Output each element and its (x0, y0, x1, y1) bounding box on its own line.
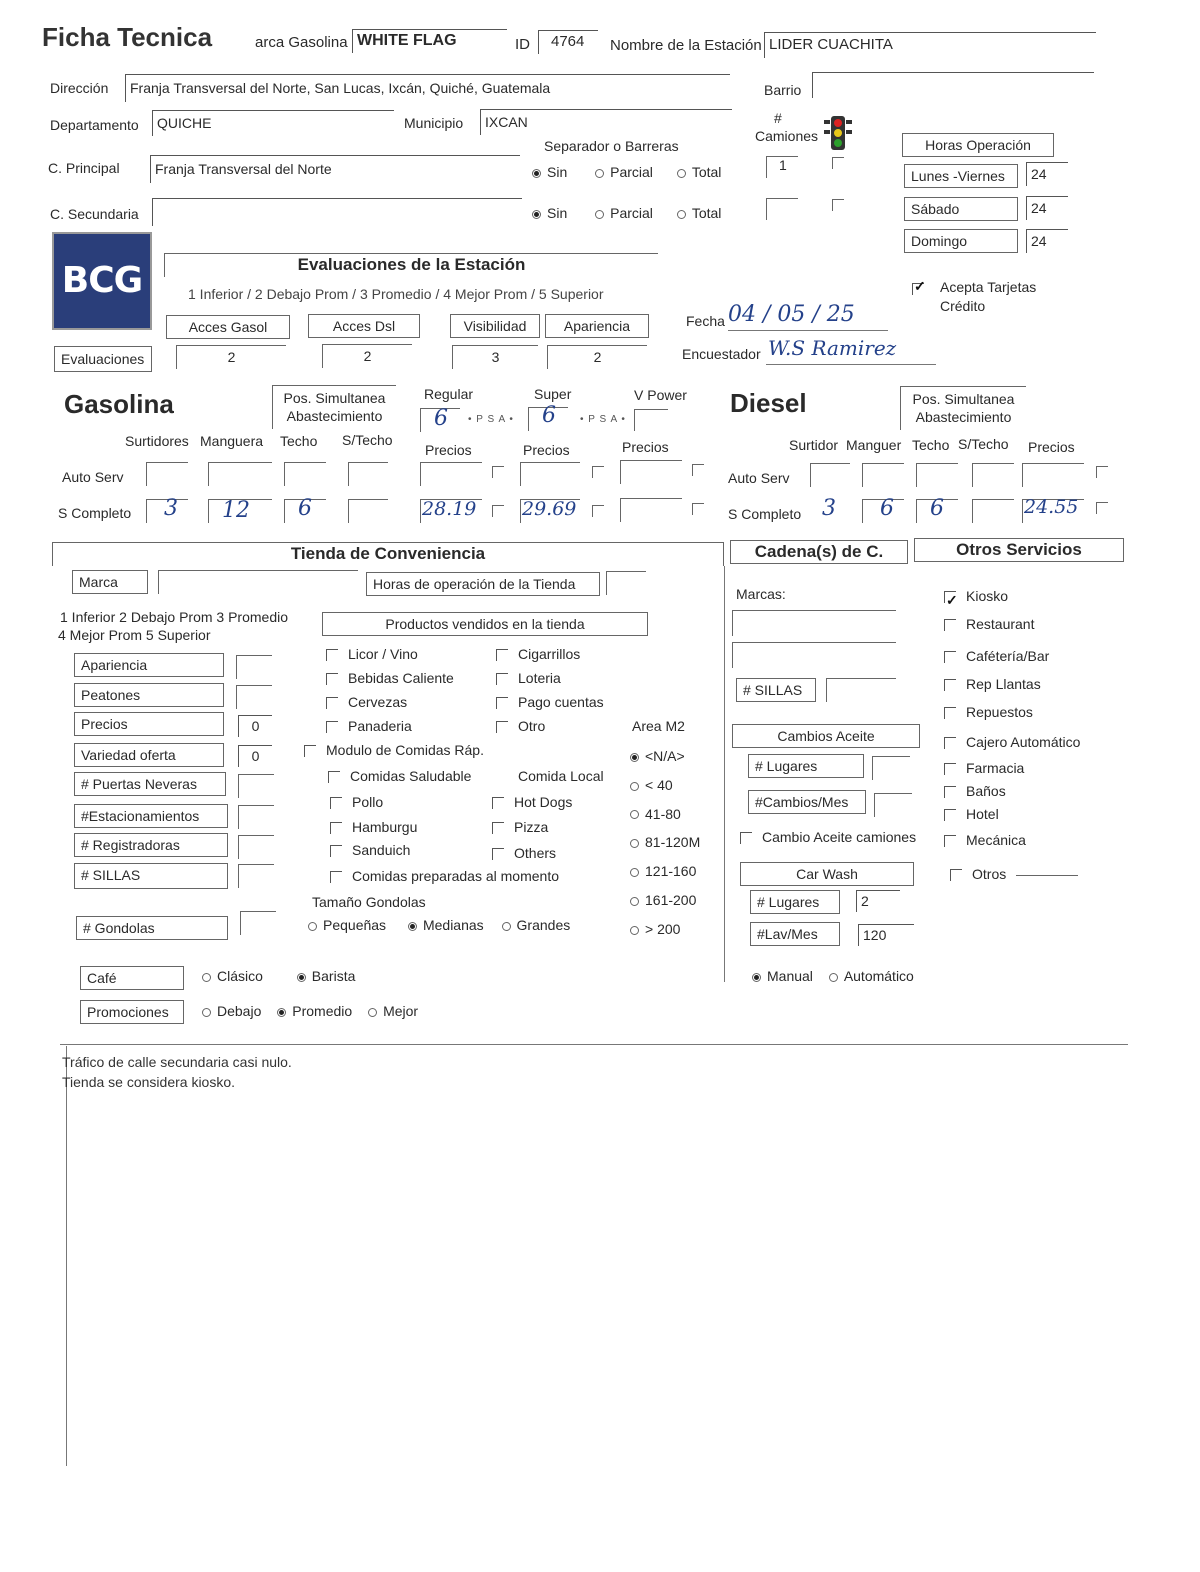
sin-label: Sin (547, 205, 568, 221)
farmacia-item[interactable]: Farmacia (944, 756, 1080, 780)
sc-surtidores-value: 3 (164, 496, 178, 521)
cw-lugares-label: # Lugares (750, 890, 840, 914)
domingo-label: Domingo (904, 229, 1018, 253)
tienda-peatones-field[interactable] (236, 685, 272, 709)
promociones-row: Debajo Promedio Mejor (202, 1003, 418, 1019)
camiones-label: Camiones (755, 128, 819, 144)
pequenas-radio[interactable] (308, 922, 317, 931)
tamano-row: Pequeñas Medianas Grandes (308, 917, 570, 933)
tienda-precios-field[interactable]: 0 (238, 715, 272, 737)
diesel-as-techo[interactable] (916, 463, 958, 487)
area-81-option[interactable]: 81-120M (630, 828, 700, 857)
visibilidad-field[interactable]: 3 (452, 345, 538, 369)
fecha-label: Fecha (686, 313, 725, 329)
tienda-marca-label: Marca (72, 570, 148, 594)
sabado-field[interactable]: 24 (1026, 196, 1068, 220)
tienda-horas-field[interactable] (606, 571, 646, 595)
credito-label: Crédito (940, 298, 986, 314)
separador-principal-total-radio[interactable] (677, 169, 686, 178)
hotdogs-item[interactable]: Hot Dogs (492, 794, 572, 810)
local-label: Comida Local (518, 768, 604, 784)
note-line-1: Tráfico de calle secundaria casi nulo. (62, 1054, 292, 1070)
diesel-auto-serv-label: Auto Serv (728, 470, 790, 486)
cambios-lugares-field[interactable] (872, 756, 910, 780)
evaluaciones-label: Evaluaciones (54, 346, 152, 372)
clasico-radio[interactable] (202, 973, 211, 982)
cervezas-item[interactable]: Cervezas (326, 690, 454, 714)
pollo-item[interactable]: Pollo (330, 794, 383, 810)
diesel-as-check[interactable] (1096, 466, 1108, 478)
surtidores-col: Surtidores (125, 433, 189, 449)
tienda-variedad-field[interactable]: 0 (238, 745, 272, 767)
automatico-radio[interactable] (829, 973, 838, 982)
otros-item[interactable]: Otros (950, 860, 1080, 888)
sin-label: Sin (547, 164, 568, 180)
sc-stecho-field[interactable] (348, 499, 388, 523)
tienda-sillas-field[interactable] (238, 864, 274, 888)
barrio-field[interactable] (812, 72, 1094, 98)
diesel-techo-col: Techo (912, 437, 950, 453)
acepta-tarjetas-checkbox[interactable] (912, 283, 924, 295)
modulo-item[interactable]: Modulo de Comidas Ráp. (304, 742, 484, 758)
id-field[interactable]: 4764 (538, 30, 598, 54)
secundaria-label: C. Secundaria (50, 206, 139, 222)
diesel-stecho-col: S/Techo (958, 436, 1009, 452)
diesel-as-manguer[interactable] (862, 463, 904, 487)
acepta-tarjetas-label: Acepta Tarjetas (940, 279, 1037, 295)
diesel-precios-col: Precios (1028, 439, 1075, 455)
bcg-logo (52, 232, 152, 330)
tienda-scale-1: 1 Inferior 2 Debajo Prom 3 Promedio (60, 609, 288, 625)
vpower-label: V Power (634, 387, 687, 403)
productos-col-1 (326, 642, 454, 738)
tienda-puertas-field[interactable] (238, 774, 274, 798)
diesel-manguer-col: Manguer (846, 437, 902, 453)
diesel-as-surtidor[interactable] (810, 463, 850, 487)
medianas-radio[interactable] (408, 922, 417, 931)
camiones-secundaria-check[interactable] (832, 199, 844, 211)
apariencia-field[interactable]: 2 (547, 345, 647, 369)
secundaria-field[interactable] (152, 198, 522, 226)
restaurant-item[interactable]: Restaurant (944, 610, 1080, 638)
cambios-mes-label: #Cambios/Mes (748, 790, 866, 814)
regular-pos-value: 6 (434, 406, 448, 431)
manguera-col: Manguera (200, 433, 264, 449)
separador-secundaria-row (532, 205, 721, 221)
area-41-option[interactable]: 41-80 (630, 800, 700, 829)
cigarrillos-item[interactable]: Cigarrillos (496, 642, 604, 666)
gasolina-title: Gasolina (64, 389, 174, 419)
tienda-marca-field[interactable] (158, 570, 358, 594)
super-psa-label: • P S A • (580, 414, 626, 425)
apariencia-label: Apariencia (545, 314, 649, 338)
debajo-radio[interactable] (202, 1008, 211, 1017)
tienda-scale-2: 4 Mejor Prom 5 Superior (58, 627, 211, 643)
regular-label: Regular (424, 386, 474, 402)
tienda-apariencia-label: Apariencia (74, 653, 224, 677)
sc-techo-value: 6 (298, 496, 312, 521)
vpower-pos-field[interactable] (634, 409, 668, 431)
as-regular-check[interactable] (492, 466, 504, 478)
principal-field[interactable]: Franja Transversal del Norte (150, 155, 520, 183)
as-stecho-field[interactable] (348, 462, 388, 486)
pago-item[interactable]: Pago cuentas (496, 690, 604, 714)
diesel-s-completo-label: S Completo (728, 506, 802, 522)
marca-label: arca Gasolina (255, 34, 348, 51)
tienda-sillas-label: # SILLAS (74, 863, 228, 889)
sabado-label: Sábado (904, 197, 1018, 221)
tienda-precios-label: Precios (74, 712, 224, 736)
repuestos-item[interactable]: Repuestos (944, 698, 1080, 726)
bcg-logo-text: BCG (61, 260, 143, 301)
mejor-radio[interactable] (368, 1008, 377, 1017)
as-surtidores-field[interactable] (146, 462, 188, 486)
as-super-price-field[interactable] (520, 462, 580, 486)
lunes-viernes-label: Lunes -Viernes (904, 164, 1018, 188)
camiones-principal-field[interactable]: 1 (766, 156, 798, 178)
diesel-surtidor-col: Surtidor (789, 437, 839, 453)
as-manguera-field[interactable] (208, 462, 272, 486)
sc-vpower-check[interactable] (692, 503, 704, 515)
tienda-gondolas-label: # Gondolas (76, 916, 228, 940)
mecanica-item[interactable]: Mecánica (944, 826, 1080, 854)
pos-simultanea-label: Pos. Simultanea (283, 390, 386, 406)
cw-lugares-field[interactable]: 2 (856, 890, 900, 912)
camiones-hash: # (774, 110, 782, 126)
cw-lav-label: #Lav/Mes (750, 922, 840, 946)
diesel-sc-check[interactable] (1096, 502, 1108, 514)
otros-servicios-title: Otros Servicios (914, 538, 1124, 562)
separador-principal-row (532, 164, 721, 180)
tienda-estacionamientos-field[interactable] (238, 805, 274, 829)
cajero-item[interactable]: Cajero Automático (944, 728, 1080, 756)
kiosko-item[interactable]: ✓Kiosko (944, 582, 1080, 610)
encuestador-label: Encuestador (682, 346, 761, 362)
id-label: ID (515, 36, 530, 53)
tienda-title: Tienda de Conveniencia (52, 542, 724, 566)
promedio-radio[interactable] (277, 1008, 286, 1017)
cambios-lugares-label: # Lugares (748, 754, 864, 778)
grandes-radio[interactable] (502, 922, 511, 931)
fecha-value[interactable]: 04 / 05 / 25 (728, 302, 855, 327)
super-pos-value: 6 (542, 403, 556, 428)
encuestador-underline (766, 364, 936, 365)
s-completo-label: S Completo (58, 505, 132, 521)
separador-secundaria-parcial-radio[interactable] (595, 210, 604, 219)
area-label: Area M2 (632, 718, 685, 734)
others-item[interactable]: Others (492, 845, 556, 861)
diesel-sc-stecho[interactable] (972, 499, 1014, 523)
domingo-field[interactable]: 24 (1026, 229, 1068, 253)
area-200-option[interactable]: > 200 (630, 915, 700, 944)
direccion-field[interactable]: Franja Transversal del Norte, San Lucas, Ixcán, Quiché, Guatemala (125, 74, 730, 102)
banos-item[interactable]: Baños (944, 780, 1080, 802)
cadena-marcas-label: Marcas: (736, 586, 786, 602)
area-na-option[interactable]: <N/A> (630, 742, 700, 771)
marca-field[interactable]: WHITE FLAG (352, 29, 507, 53)
tienda-puertas-label: # Puertas Neveras (74, 772, 226, 796)
carwash-type-row: Manual Automático (752, 968, 914, 984)
encuestador-value[interactable]: W.S Ramirez (768, 336, 897, 360)
cw-lav-field[interactable]: 120 (858, 924, 914, 946)
cadena-sillas-field[interactable] (826, 678, 896, 702)
acces-gasol-label: Acces Gasol (166, 315, 290, 339)
departamento-label: Departamento (50, 117, 139, 133)
diesel-as-stecho[interactable] (972, 463, 1014, 487)
abastecimiento-label: Abastecimiento (286, 408, 383, 424)
diesel-as-price[interactable] (1022, 463, 1084, 487)
evaluaciones-scale: 1 Inferior / 2 Debajo Prom / 3 Promedio / 4 Mejor Prom / 5 Superior (188, 286, 604, 302)
horas-operacion-title: Horas Operación (902, 133, 1054, 157)
camiones-principal-check[interactable] (832, 157, 844, 169)
cafe-row: Clásico Barista (202, 968, 355, 984)
total-label: Total (691, 164, 722, 180)
bebidas-item[interactable]: Bebidas Caliente (326, 666, 454, 690)
super-label: Super (534, 386, 572, 402)
sc-manguera-value: 12 (222, 498, 250, 523)
area-40-option[interactable]: < 40 (630, 771, 700, 800)
municipio-field[interactable]: IXCAN (480, 109, 732, 135)
tienda-horas-label: Horas de operación de la Tienda (366, 572, 600, 596)
traffic-light-icon (820, 114, 856, 154)
as-regular-price-field[interactable] (420, 462, 482, 486)
separador-secundaria-sin-radio[interactable] (532, 210, 541, 219)
tienda-apariencia-field[interactable] (236, 655, 272, 679)
note-line-2: Tienda se considera kiosko. (62, 1074, 236, 1090)
diesel-pos-simultanea (900, 386, 1026, 430)
sc-regular-check[interactable] (492, 505, 504, 517)
tienda-estacionamientos-label: #Estacionamientos (74, 804, 228, 828)
cadena-marca-field-1[interactable] (732, 610, 896, 636)
sc-super-price-value: 29.69 (522, 498, 577, 520)
abastecimiento-label: Abastecimiento (915, 409, 1012, 425)
productos-title: Productos vendidos en la tienda (322, 612, 648, 636)
sc-vpower-price-field[interactable] (620, 498, 682, 522)
acces-dsl-field[interactable]: 2 (322, 344, 412, 368)
pizza-item[interactable]: Pizza (492, 819, 548, 835)
cafeteria-item[interactable]: Cafétería/Bar (944, 642, 1080, 670)
techo-col: Techo (280, 433, 318, 449)
principal-label: C. Principal (48, 160, 120, 176)
otros-list (944, 582, 1080, 888)
gasolina-pos-simultanea (272, 385, 396, 429)
fecha-underline (728, 330, 888, 331)
car-wash-title: Car Wash (740, 862, 914, 886)
nombre-field[interactable]: LIDER CUACHITA (764, 32, 1096, 58)
area-options (630, 742, 700, 944)
notes-area[interactable] (62, 1052, 292, 1092)
pos-simultanea-label: Pos. Simultanea (912, 391, 1015, 407)
manual-radio[interactable] (752, 973, 761, 982)
nombre-label: Nombre de la Estación (610, 37, 762, 54)
diesel-sc-price-value: 24.55 (1024, 496, 1079, 518)
loteria-item[interactable]: Loteria (496, 666, 604, 690)
notes-left-border (66, 1046, 67, 1466)
cadena-marca-field-2[interactable] (732, 642, 896, 668)
acces-gasol-field[interactable]: 2 (176, 345, 286, 369)
sc-regular-price-value: 28.19 (422, 498, 477, 520)
sc-super-check[interactable] (592, 505, 604, 517)
regular-precios-col: Precios (425, 442, 472, 458)
parcial-label: Parcial (610, 164, 653, 180)
total-label: Total (691, 205, 722, 221)
cambio-camiones-item[interactable]: Cambio Aceite camiones (740, 829, 916, 845)
parcial-label: Parcial (610, 205, 653, 221)
tienda-registradoras-label: # Registradoras (74, 833, 228, 857)
as-techo-field[interactable] (284, 462, 326, 486)
saludable-item[interactable]: Comidas Saludable (328, 768, 471, 784)
municipio-label: Municipio (404, 115, 464, 131)
as-vpower-price-field[interactable] (620, 460, 682, 484)
lunes-viernes-field[interactable]: 24 (1026, 162, 1068, 186)
diesel-sc-techo-value: 6 (930, 496, 944, 521)
productos-col-2 (496, 642, 604, 738)
separador-secundaria-total-radio[interactable] (677, 210, 686, 219)
cadena-title: Cadena(s) de C. (730, 540, 908, 564)
direccion-label: Dirección (50, 80, 109, 96)
hotel-item[interactable]: Hotel (944, 802, 1080, 826)
stecho-col: S/Techo (342, 432, 393, 448)
licor-item[interactable]: Licor / Vino (326, 642, 454, 666)
super-precios-col: Precios (523, 442, 570, 458)
separador-label: Separador o Barreras (544, 138, 679, 154)
tienda-registradoras-field[interactable] (238, 835, 274, 859)
cafe-label: Café (80, 966, 184, 990)
evaluaciones-title: Evaluaciones de la Estación (164, 253, 658, 277)
acces-dsl-label: Acces Dsl (308, 314, 420, 338)
acepta-tarjetas-row (912, 280, 934, 296)
camiones-secundaria-field[interactable] (766, 198, 798, 220)
otro-item[interactable]: Otro (496, 714, 604, 738)
preparadas-item[interactable]: Comidas preparadas al momento (330, 868, 559, 884)
tienda-divider (724, 566, 725, 982)
visibilidad-label: Visibilidad (450, 314, 540, 338)
barista-radio[interactable] (297, 973, 306, 982)
regular-psa-label: • P S A • (468, 414, 514, 425)
departamento-field[interactable]: QUICHE (152, 110, 394, 136)
area-121-option[interactable]: 121-160 (630, 857, 700, 886)
hamburgu-item[interactable]: Hamburgu (330, 819, 417, 835)
cadena-sillas-label: # SILLAS (736, 678, 816, 702)
llantas-item[interactable]: Rep Llantas (944, 670, 1080, 698)
separador-principal-sin-radio[interactable] (532, 169, 541, 178)
page-title: Ficha Tecnica (42, 22, 213, 52)
notes-top-border (60, 1044, 1128, 1045)
tienda-variedad-label: Variedad oferta (74, 743, 224, 767)
diesel-sc-surtidor-value[interactable]: 3 (822, 496, 836, 521)
diesel-title: Diesel (730, 388, 807, 418)
cambios-aceite-title: Cambios Aceite (732, 724, 920, 748)
area-161-option[interactable]: 161-200 (630, 886, 700, 915)
as-vpower-check[interactable] (692, 464, 704, 476)
diesel-sc-manguer-value: 6 (880, 496, 894, 521)
auto-serv-label: Auto Serv (62, 469, 124, 485)
sanduich-item[interactable]: Sanduich (330, 842, 410, 858)
as-super-check[interactable] (592, 466, 604, 478)
cambios-mes-field[interactable] (874, 793, 912, 817)
promociones-label: Promociones (80, 1000, 184, 1024)
tienda-gondolas-field[interactable] (240, 911, 276, 935)
vpower-precios-col: Precios (622, 439, 669, 455)
tamano-label: Tamaño Gondolas (312, 894, 426, 910)
separador-principal-parcial-radio[interactable] (595, 169, 604, 178)
panaderia-item[interactable]: Panaderia (326, 714, 454, 738)
barrio-label: Barrio (764, 82, 802, 98)
tienda-peatones-label: Peatones (74, 683, 224, 707)
